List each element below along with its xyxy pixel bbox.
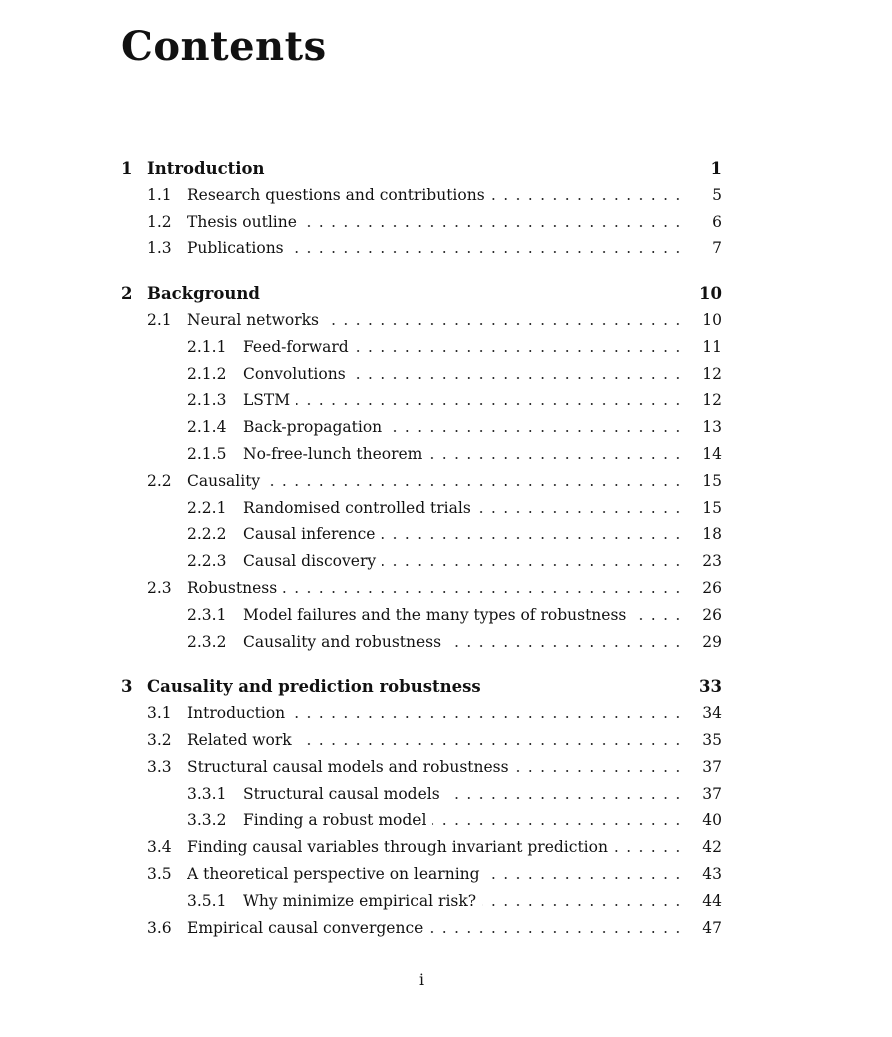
toc-entry-page: 26 bbox=[702, 605, 722, 624]
toc-entry-number: 3.1 bbox=[147, 704, 172, 723]
toc-entry-page: 44 bbox=[702, 891, 722, 910]
toc-entry-title bbox=[243, 361, 684, 388]
toc-entry-number: 3.5 bbox=[147, 865, 172, 883]
toc-entry-page: 43 bbox=[702, 865, 722, 883]
toc-subsection[interactable] bbox=[0, 602, 892, 629]
toc-chapter[interactable] bbox=[0, 280, 892, 307]
toc-entry-page: 12 bbox=[702, 364, 722, 383]
toc-entry-title-text: Causality bbox=[187, 472, 266, 490]
toc-section[interactable] bbox=[0, 468, 892, 495]
toc-entry-title-text: Background bbox=[147, 284, 266, 303]
toc-entry-page: 10 bbox=[699, 284, 722, 304]
toc-entry-number: 2.2.3 bbox=[187, 552, 227, 571]
toc-entry-number: 2.2 bbox=[147, 471, 172, 490]
toc-entry-page: 5 bbox=[712, 185, 722, 204]
toc-entry-title-text: Causal discovery bbox=[243, 552, 382, 570]
toc-entry-title bbox=[147, 155, 684, 182]
toc-entry-page: 12 bbox=[702, 391, 722, 410]
toc-entry-title-text: Model failures and the many types of robustness bbox=[243, 606, 632, 624]
toc-entry-title-text: Publications bbox=[187, 239, 290, 257]
toc-entry-page: 42 bbox=[702, 838, 722, 857]
toc-entry-title bbox=[243, 334, 684, 361]
toc-subsection[interactable] bbox=[0, 387, 892, 414]
toc-entry-number: 2.1.5 bbox=[187, 445, 227, 463]
toc-entry-number: 2.1 bbox=[147, 311, 172, 329]
page-number: i bbox=[419, 971, 424, 989]
toc-entry-title-text: Introduction bbox=[147, 159, 271, 178]
toc-entry-title bbox=[187, 754, 684, 781]
toc-section[interactable] bbox=[0, 700, 892, 727]
toc-entry-title bbox=[187, 468, 684, 495]
toc-entry-title-text: Thesis outline bbox=[187, 213, 303, 231]
toc-subsection[interactable] bbox=[0, 334, 892, 361]
toc-entry-title-text: Feed-forward bbox=[243, 338, 355, 356]
toc-entry-page: 1 bbox=[710, 159, 722, 178]
toc-entry-page: 37 bbox=[702, 757, 722, 776]
toc-entry-title-text: Back-propagation bbox=[243, 418, 388, 436]
toc-section[interactable] bbox=[0, 235, 892, 262]
toc-entry-title-text: Introduction bbox=[187, 704, 291, 722]
toc-entry-page: 6 bbox=[712, 212, 722, 231]
toc-entry-title-text: Research questions and contributions bbox=[187, 186, 491, 204]
toc-entry-number: 2.3 bbox=[147, 579, 172, 597]
toc-entry-title-text: Structural causal models bbox=[243, 785, 446, 803]
toc-entry-page: 14 bbox=[702, 445, 722, 463]
toc-entry-number: 2.3.2 bbox=[187, 632, 227, 651]
toc-entry-number: 3.2 bbox=[147, 731, 172, 749]
toc-entry-title bbox=[243, 387, 684, 414]
toc-subsection[interactable] bbox=[0, 888, 892, 915]
toc-entry-title-text: Empirical causal convergence bbox=[187, 919, 429, 937]
toc-entry-page: 35 bbox=[702, 731, 722, 749]
toc-entry-number: 2.1.1 bbox=[187, 337, 227, 356]
toc-entry-number: 3.3.2 bbox=[187, 811, 227, 830]
toc-section[interactable] bbox=[0, 727, 892, 754]
toc-subsection[interactable] bbox=[0, 441, 892, 468]
toc-entry-title bbox=[243, 495, 684, 522]
toc-entry-title bbox=[187, 727, 684, 754]
toc-subsection[interactable] bbox=[0, 495, 892, 522]
toc-entry-title-text: Convolutions bbox=[243, 365, 352, 383]
toc-entry-title bbox=[147, 280, 684, 307]
toc-entry-page: 47 bbox=[702, 918, 722, 937]
toc-entry-page: 18 bbox=[702, 525, 722, 544]
toc-entry-number: 1.3 bbox=[147, 239, 172, 258]
toc-entry-title-text: No-free-lunch theorem bbox=[243, 445, 428, 463]
toc-section[interactable] bbox=[0, 575, 892, 602]
toc-entry-title-text: Structural causal models and robustness bbox=[187, 758, 515, 776]
toc-subsection[interactable] bbox=[0, 361, 892, 388]
toc-entry-number: 2.1.3 bbox=[187, 391, 227, 410]
toc-entry-page: 29 bbox=[702, 632, 722, 651]
toc-subsection[interactable] bbox=[0, 629, 892, 656]
toc-entry-number: 3.5.1 bbox=[187, 891, 227, 910]
toc-entry-number: 3 bbox=[121, 677, 133, 697]
toc-subsection[interactable] bbox=[0, 807, 892, 834]
toc-subsection[interactable] bbox=[0, 781, 892, 808]
toc-entry-title bbox=[243, 414, 684, 441]
toc-entry-page: 40 bbox=[702, 811, 722, 830]
toc-entry-title bbox=[187, 915, 684, 942]
toc-entry-title bbox=[243, 888, 684, 915]
toc-entry-number: 3.4 bbox=[147, 838, 172, 857]
toc-entry-title-text: Causal inference bbox=[243, 525, 381, 543]
toc-entry-number: 2.2.1 bbox=[187, 498, 227, 517]
toc-entry-page: 23 bbox=[702, 552, 722, 571]
toc-section[interactable] bbox=[0, 209, 892, 236]
toc-entry-page: 7 bbox=[712, 239, 722, 258]
toc-entry-title-text: A theoretical perspective on learning bbox=[187, 865, 486, 883]
toc-entry-page: 34 bbox=[702, 704, 722, 723]
toc-entry-number: 2.1.4 bbox=[187, 418, 227, 437]
toc-entry-title bbox=[243, 602, 684, 629]
toc-entry-number: 2.3.1 bbox=[187, 605, 227, 624]
toc-entry-title bbox=[187, 834, 684, 861]
toc-entry-title-text: Related work bbox=[187, 731, 298, 749]
toc-entry-title bbox=[243, 548, 684, 575]
toc-entry-number: 3.3 bbox=[147, 757, 172, 776]
toc-entry-title bbox=[147, 673, 684, 700]
toc-chapter[interactable] bbox=[0, 673, 892, 700]
toc-section[interactable] bbox=[0, 915, 892, 942]
page-title: Contents bbox=[121, 23, 327, 70]
toc-entry-title bbox=[243, 629, 684, 656]
toc-entry-title bbox=[187, 307, 684, 334]
toc-entry-number: 3.6 bbox=[147, 918, 172, 937]
toc-entry-title bbox=[187, 575, 684, 602]
toc-section[interactable] bbox=[0, 834, 892, 861]
toc-subsection[interactable] bbox=[0, 414, 892, 441]
toc-entry-number: 2.1.2 bbox=[187, 364, 227, 383]
toc-entry-page: 15 bbox=[702, 498, 722, 517]
toc-chapter[interactable] bbox=[0, 155, 892, 182]
toc-section[interactable] bbox=[0, 307, 892, 334]
toc-entry-page: 33 bbox=[699, 677, 722, 697]
toc-entry-title bbox=[243, 441, 684, 468]
toc-entry-page: 37 bbox=[702, 784, 722, 803]
toc-section[interactable] bbox=[0, 861, 892, 888]
toc-entry-title bbox=[243, 521, 684, 548]
toc-entry-title-text: LSTM bbox=[243, 391, 296, 409]
toc-entry-number: 1.2 bbox=[147, 212, 172, 231]
toc-entry-title bbox=[243, 807, 684, 834]
toc-entry-page: 10 bbox=[702, 311, 722, 329]
toc-section[interactable] bbox=[0, 182, 892, 209]
toc-subsection[interactable] bbox=[0, 548, 892, 575]
toc-entry-title-text: Robustness bbox=[187, 579, 283, 597]
toc-entry-title bbox=[187, 209, 684, 236]
toc-entry-title-text: Neural networks bbox=[187, 311, 325, 329]
toc-entry-page: 15 bbox=[702, 471, 722, 490]
toc-entry-title bbox=[187, 861, 684, 888]
toc-entry-number: 1 bbox=[121, 159, 133, 178]
toc-entry-title bbox=[243, 781, 684, 808]
toc-entry-number: 2.2.2 bbox=[187, 525, 227, 544]
toc-entry-page: 13 bbox=[702, 418, 722, 437]
toc-entry-title bbox=[187, 235, 684, 262]
toc-section[interactable] bbox=[0, 754, 892, 781]
toc-entry-title bbox=[187, 700, 684, 727]
toc-entry-title-text: Finding a robust model bbox=[243, 811, 432, 829]
toc-entry-title-text: Finding causal variables through invariant prediction bbox=[187, 838, 614, 856]
toc-entry-title bbox=[187, 182, 684, 209]
toc-entry-title-text: Causality and robustness bbox=[243, 633, 447, 651]
toc-entry-number: 2 bbox=[121, 284, 133, 304]
toc-subsection[interactable] bbox=[0, 521, 892, 548]
toc-entry-title-text: Causality and prediction robustness bbox=[147, 677, 487, 696]
toc-entry-title-text: Why minimize empirical risk? bbox=[243, 892, 482, 910]
toc-entry-number: 1.1 bbox=[147, 185, 172, 204]
toc-entry-page: 11 bbox=[702, 337, 722, 356]
toc-entry-number: 3.3.1 bbox=[187, 784, 227, 803]
toc-entry-title-text: Randomised controlled trials bbox=[243, 499, 477, 517]
toc-entry-page: 26 bbox=[702, 579, 722, 597]
